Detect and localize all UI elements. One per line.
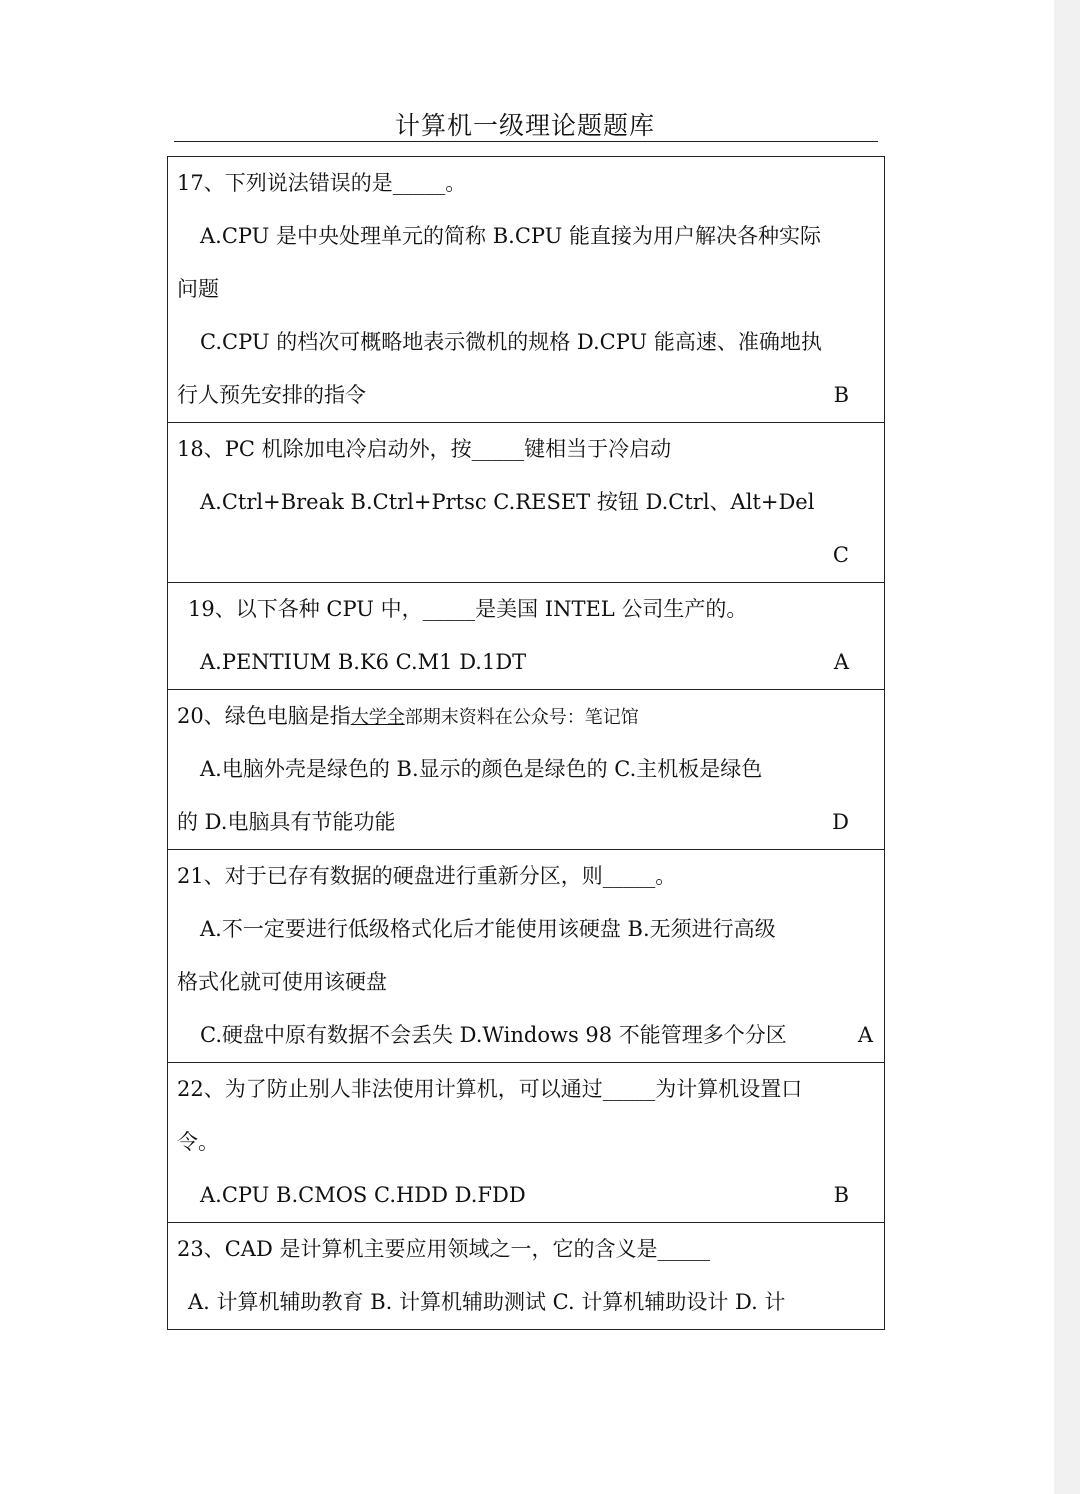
question-table	[167, 156, 885, 1330]
question-23	[168, 1223, 884, 1329]
option-text: 行人预先安排的指令	[177, 383, 366, 407]
question-options: A.电脑外壳是绿色的 B.显示的颜色是绿色的 C.主机板是绿色	[200, 757, 763, 781]
question-options	[177, 1009, 875, 1062]
question-17	[168, 157, 884, 423]
question-options: A.CPU 是中央处理单元的简称 B.CPU 能直接为用户解决各种实际	[200, 224, 822, 248]
question-stem: 22、为了防止别人非法使用计算机，可以通过_____为计算机设置口	[177, 1077, 803, 1101]
answer-label: D	[832, 810, 849, 834]
question-options-cont	[177, 796, 875, 849]
answer-label: A	[857, 1023, 873, 1047]
answer-label: A	[833, 650, 849, 674]
question-21	[168, 850, 884, 1063]
question-stem-cont: 令。	[177, 1130, 219, 1154]
question-options: C.CPU 的档次可概略地表示微机的规格 D.CPU 能高速、准确地执	[200, 330, 822, 354]
question-stem	[177, 690, 875, 743]
question-stem: 23、CAD 是计算机主要应用领域之一，它的含义是_____	[177, 1237, 710, 1261]
question-18	[168, 423, 884, 583]
page-edge-shade	[1054, 0, 1080, 1494]
stem-prefix: 20、绿色电脑是指	[177, 704, 351, 728]
question-options-cont: 问题	[177, 277, 219, 301]
overlay-text: 部期末资料在公众号：笔记馆	[404, 707, 639, 728]
question-options-cont: 格式化就可使用该硬盘	[177, 970, 387, 994]
title-underline	[174, 141, 878, 142]
option-text: 的 D.电脑具有节能功能	[177, 810, 396, 834]
question-20	[168, 690, 884, 850]
answer-row	[177, 529, 875, 582]
question-options	[177, 636, 875, 689]
overlay-text-underlined: 大学全	[350, 707, 405, 728]
page-title: 计算机一级理论题题库	[394, 111, 655, 140]
answer-label: B	[833, 1183, 849, 1207]
question-options: A.Ctrl+Break B.Ctrl+Prtsc C.RESET 按钮 D.Ctrl、Alt+Del	[200, 490, 815, 514]
question-stem: 17、下列说法错误的是_____。	[177, 171, 467, 195]
question-19	[168, 583, 884, 690]
question-stem: 21、对于已存有数据的硬盘进行重新分区，则_____。	[177, 864, 677, 888]
option-text: C.硬盘中原有数据不会丢失 D.Windows 98 不能管理多个分区	[200, 1023, 787, 1047]
option-text: A.CPU B.CMOS C.HDD D.FDD	[200, 1183, 526, 1207]
question-22	[168, 1063, 884, 1223]
question-options: A.不一定要进行低级格式化后才能使用该硬盘 B.无须进行高级	[200, 917, 776, 941]
answer-label: B	[833, 383, 849, 407]
question-options: A. 计算机辅助教育 B. 计算机辅助测试 C. 计算机辅助设计 D. 计	[188, 1290, 786, 1314]
answer-label: C	[832, 543, 849, 567]
question-options-cont	[177, 369, 875, 422]
question-options	[177, 1169, 875, 1222]
question-stem: 19、以下各种 CPU 中，_____是美国 INTEL 公司生产的。	[188, 597, 748, 621]
option-text: A.PENTIUM B.K6 C.M1 D.1DT	[200, 650, 527, 674]
question-stem: 18、PC 机除加电冷启动外，按_____键相当于冷启动	[177, 437, 672, 461]
